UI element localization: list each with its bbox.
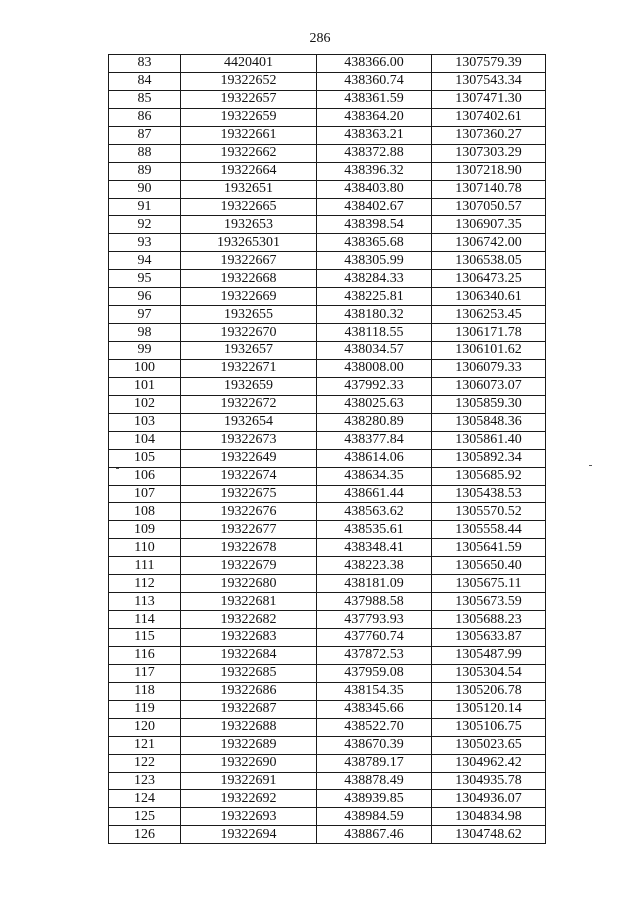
point-id-cell: 19322687 [181, 700, 317, 718]
x-coordinate-cell: 437959.08 [317, 664, 432, 682]
point-id-cell: 1932659 [181, 377, 317, 395]
y-coordinate-cell: 1307543.34 [432, 72, 546, 90]
table-row [109, 342, 546, 360]
table-row [109, 198, 546, 216]
point-number-cell: 114 [109, 611, 181, 629]
point-number-cell: 124 [109, 790, 181, 808]
point-id-cell: 19322678 [181, 539, 317, 557]
x-coordinate-cell: 437872.53 [317, 646, 432, 664]
point-number-cell: 83 [109, 55, 181, 73]
y-coordinate-cell: 1305641.59 [432, 539, 546, 557]
point-id-cell: 193265301 [181, 234, 317, 252]
x-coordinate-cell: 438180.32 [317, 306, 432, 324]
y-coordinate-cell: 1306101.62 [432, 342, 546, 360]
point-id-cell: 19322679 [181, 557, 317, 575]
point-number-cell: 85 [109, 90, 181, 108]
y-coordinate-cell: 1305487.99 [432, 646, 546, 664]
point-id-cell: 4420401 [181, 55, 317, 73]
table-row [109, 736, 546, 754]
point-id-cell: 19322689 [181, 736, 317, 754]
y-coordinate-cell: 1304834.98 [432, 808, 546, 826]
point-number-cell: 117 [109, 664, 181, 682]
x-coordinate-cell: 438181.09 [317, 575, 432, 593]
y-coordinate-cell: 1306473.25 [432, 270, 546, 288]
table-row [109, 826, 546, 844]
y-coordinate-cell: 1306073.07 [432, 377, 546, 395]
point-number-cell: 105 [109, 449, 181, 467]
x-coordinate-cell: 438225.81 [317, 288, 432, 306]
table-row [109, 485, 546, 503]
table-row [109, 252, 546, 270]
point-id-cell: 19322690 [181, 754, 317, 772]
point-number-cell: 121 [109, 736, 181, 754]
x-coordinate-cell: 438284.33 [317, 270, 432, 288]
x-coordinate-cell: 438034.57 [317, 342, 432, 360]
y-coordinate-cell: 1306538.05 [432, 252, 546, 270]
scan-speck-right [589, 465, 592, 466]
point-number-cell: 87 [109, 126, 181, 144]
x-coordinate-cell: 438939.85 [317, 790, 432, 808]
x-coordinate-cell: 438364.20 [317, 108, 432, 126]
point-number-cell: 84 [109, 72, 181, 90]
point-number-cell: 95 [109, 270, 181, 288]
point-number-cell: 106 [109, 467, 181, 485]
y-coordinate-cell: 1304935.78 [432, 772, 546, 790]
y-coordinate-cell: 1307579.39 [432, 55, 546, 73]
table-row [109, 144, 546, 162]
point-id-cell: 19322667 [181, 252, 317, 270]
point-number-cell: 116 [109, 646, 181, 664]
point-number-cell: 122 [109, 754, 181, 772]
point-id-cell: 19322657 [181, 90, 317, 108]
y-coordinate-cell: 1305861.40 [432, 431, 546, 449]
table-row [109, 629, 546, 647]
point-id-cell: 19322680 [181, 575, 317, 593]
y-coordinate-cell: 1306742.00 [432, 234, 546, 252]
x-coordinate-cell: 437988.58 [317, 593, 432, 611]
point-number-cell: 99 [109, 342, 181, 360]
point-id-cell: 19322694 [181, 826, 317, 844]
point-id-cell: 19322686 [181, 682, 317, 700]
y-coordinate-cell: 1307050.57 [432, 198, 546, 216]
point-id-cell: 19322659 [181, 108, 317, 126]
point-id-cell: 19322665 [181, 198, 317, 216]
point-number-cell: 86 [109, 108, 181, 126]
x-coordinate-cell: 438280.89 [317, 413, 432, 431]
x-coordinate-cell: 438867.46 [317, 826, 432, 844]
y-coordinate-cell: 1305859.30 [432, 395, 546, 413]
point-id-cell: 19322664 [181, 162, 317, 180]
point-number-cell: 120 [109, 718, 181, 736]
table-row [109, 664, 546, 682]
point-id-cell: 19322692 [181, 790, 317, 808]
point-id-cell: 19322669 [181, 288, 317, 306]
point-id-cell: 19322652 [181, 72, 317, 90]
table-row [109, 377, 546, 395]
x-coordinate-cell: 438614.06 [317, 449, 432, 467]
x-coordinate-cell: 438396.32 [317, 162, 432, 180]
table-row [109, 90, 546, 108]
point-id-cell: 19322693 [181, 808, 317, 826]
point-number-cell: 119 [109, 700, 181, 718]
point-number-cell: 111 [109, 557, 181, 575]
point-id-cell: 19322676 [181, 503, 317, 521]
table-row [109, 539, 546, 557]
table-row [109, 808, 546, 826]
y-coordinate-cell: 1305570.52 [432, 503, 546, 521]
table-row [109, 55, 546, 73]
x-coordinate-cell: 438223.38 [317, 557, 432, 575]
point-id-cell: 19322675 [181, 485, 317, 503]
table-row [109, 682, 546, 700]
point-id-cell: 19322677 [181, 521, 317, 539]
point-number-cell: 126 [109, 826, 181, 844]
y-coordinate-cell: 1305675.11 [432, 575, 546, 593]
scan-speck-left [116, 468, 119, 469]
y-coordinate-cell: 1305558.44 [432, 521, 546, 539]
point-number-cell: 100 [109, 359, 181, 377]
y-coordinate-cell: 1307471.30 [432, 90, 546, 108]
table-row [109, 790, 546, 808]
x-coordinate-cell: 438366.00 [317, 55, 432, 73]
y-coordinate-cell: 1307140.78 [432, 180, 546, 198]
x-coordinate-cell: 438403.80 [317, 180, 432, 198]
y-coordinate-cell: 1305206.78 [432, 682, 546, 700]
table-row [109, 359, 546, 377]
point-number-cell: 104 [109, 431, 181, 449]
y-coordinate-cell: 1305633.87 [432, 629, 546, 647]
y-coordinate-cell: 1305106.75 [432, 718, 546, 736]
x-coordinate-cell: 438372.88 [317, 144, 432, 162]
table-row [109, 162, 546, 180]
y-coordinate-cell: 1305304.54 [432, 664, 546, 682]
y-coordinate-cell: 1304748.62 [432, 826, 546, 844]
point-number-cell: 115 [109, 629, 181, 647]
table-row [109, 700, 546, 718]
x-coordinate-cell: 438789.17 [317, 754, 432, 772]
point-number-cell: 96 [109, 288, 181, 306]
y-coordinate-cell: 1306079.33 [432, 359, 546, 377]
x-coordinate-cell: 438634.35 [317, 467, 432, 485]
point-number-cell: 107 [109, 485, 181, 503]
table-row [109, 72, 546, 90]
table-row [109, 557, 546, 575]
point-id-cell: 1932651 [181, 180, 317, 198]
x-coordinate-cell: 438363.21 [317, 126, 432, 144]
table-row [109, 234, 546, 252]
x-coordinate-cell: 438118.55 [317, 324, 432, 342]
table-row [109, 521, 546, 539]
point-number-cell: 108 [109, 503, 181, 521]
point-id-cell: 19322688 [181, 718, 317, 736]
point-id-cell: 19322691 [181, 772, 317, 790]
y-coordinate-cell: 1307402.61 [432, 108, 546, 126]
point-id-cell: 19322684 [181, 646, 317, 664]
y-coordinate-cell: 1307303.29 [432, 144, 546, 162]
point-number-cell: 92 [109, 216, 181, 234]
point-id-cell: 19322668 [181, 270, 317, 288]
point-id-cell: 19322673 [181, 431, 317, 449]
point-id-cell: 19322671 [181, 359, 317, 377]
table-row [109, 216, 546, 234]
point-number-cell: 113 [109, 593, 181, 611]
y-coordinate-cell: 1304962.42 [432, 754, 546, 772]
x-coordinate-cell: 437760.74 [317, 629, 432, 647]
table-row [109, 108, 546, 126]
x-coordinate-cell: 438661.44 [317, 485, 432, 503]
x-coordinate-cell: 438563.62 [317, 503, 432, 521]
point-number-cell: 102 [109, 395, 181, 413]
y-coordinate-cell: 1304936.07 [432, 790, 546, 808]
page-number: 286 [309, 31, 331, 46]
y-coordinate-cell: 1307360.27 [432, 126, 546, 144]
point-id-cell: 19322672 [181, 395, 317, 413]
point-id-cell: 19322682 [181, 611, 317, 629]
x-coordinate-cell: 438365.68 [317, 234, 432, 252]
point-number-cell: 98 [109, 324, 181, 342]
y-coordinate-cell: 1305688.23 [432, 611, 546, 629]
x-coordinate-cell: 438345.66 [317, 700, 432, 718]
table-row [109, 718, 546, 736]
x-coordinate-cell: 438360.74 [317, 72, 432, 90]
y-coordinate-cell: 1305848.36 [432, 413, 546, 431]
y-coordinate-cell: 1305120.14 [432, 700, 546, 718]
point-number-cell: 89 [109, 162, 181, 180]
point-number-cell: 88 [109, 144, 181, 162]
y-coordinate-cell: 1305438.53 [432, 485, 546, 503]
point-id-cell: 19322674 [181, 467, 317, 485]
x-coordinate-cell: 438984.59 [317, 808, 432, 826]
x-coordinate-cell: 437992.33 [317, 377, 432, 395]
point-number-cell: 125 [109, 808, 181, 826]
x-coordinate-cell: 438025.63 [317, 395, 432, 413]
coordinates-table-body [109, 55, 546, 844]
point-number-cell: 118 [109, 682, 181, 700]
table-row [109, 611, 546, 629]
y-coordinate-cell: 1305673.59 [432, 593, 546, 611]
point-id-cell: 1932653 [181, 216, 317, 234]
y-coordinate-cell: 1306907.35 [432, 216, 546, 234]
y-coordinate-cell: 1305685.92 [432, 467, 546, 485]
x-coordinate-cell: 438398.54 [317, 216, 432, 234]
point-number-cell: 93 [109, 234, 181, 252]
point-id-cell: 19322681 [181, 593, 317, 611]
point-number-cell: 110 [109, 539, 181, 557]
table-row [109, 431, 546, 449]
point-number-cell: 109 [109, 521, 181, 539]
table-row [109, 593, 546, 611]
table-row [109, 324, 546, 342]
x-coordinate-cell: 438154.35 [317, 682, 432, 700]
point-number-cell: 123 [109, 772, 181, 790]
x-coordinate-cell: 438377.84 [317, 431, 432, 449]
point-number-cell: 94 [109, 252, 181, 270]
y-coordinate-cell: 1305650.40 [432, 557, 546, 575]
y-coordinate-cell: 1307218.90 [432, 162, 546, 180]
table-row [109, 180, 546, 198]
table-row [109, 288, 546, 306]
table-row [109, 467, 546, 485]
y-coordinate-cell: 1305023.65 [432, 736, 546, 754]
y-coordinate-cell: 1306171.78 [432, 324, 546, 342]
x-coordinate-cell: 438670.39 [317, 736, 432, 754]
point-id-cell: 19322649 [181, 449, 317, 467]
y-coordinate-cell: 1305892.34 [432, 449, 546, 467]
x-coordinate-cell: 437793.93 [317, 611, 432, 629]
x-coordinate-cell: 438361.59 [317, 90, 432, 108]
x-coordinate-cell: 438878.49 [317, 772, 432, 790]
point-id-cell: 19322670 [181, 324, 317, 342]
point-number-cell: 90 [109, 180, 181, 198]
x-coordinate-cell: 438008.00 [317, 359, 432, 377]
x-coordinate-cell: 438535.61 [317, 521, 432, 539]
y-coordinate-cell: 1306253.45 [432, 306, 546, 324]
table-row [109, 575, 546, 593]
point-number-cell: 101 [109, 377, 181, 395]
x-coordinate-cell: 438402.67 [317, 198, 432, 216]
table-row [109, 413, 546, 431]
point-number-cell: 112 [109, 575, 181, 593]
table-row [109, 270, 546, 288]
point-id-cell: 1932657 [181, 342, 317, 360]
x-coordinate-cell: 438522.70 [317, 718, 432, 736]
x-coordinate-cell: 438348.41 [317, 539, 432, 557]
coordinates-table [108, 54, 546, 844]
point-id-cell: 1932655 [181, 306, 317, 324]
point-number-cell: 103 [109, 413, 181, 431]
point-number-cell: 91 [109, 198, 181, 216]
table-row [109, 449, 546, 467]
y-coordinate-cell: 1306340.61 [432, 288, 546, 306]
table-row [109, 772, 546, 790]
point-number-cell: 97 [109, 306, 181, 324]
table-row [109, 646, 546, 664]
x-coordinate-cell: 438305.99 [317, 252, 432, 270]
point-id-cell: 19322683 [181, 629, 317, 647]
point-id-cell: 19322661 [181, 126, 317, 144]
table-row [109, 126, 546, 144]
point-id-cell: 19322685 [181, 664, 317, 682]
point-id-cell: 1932654 [181, 413, 317, 431]
table-row [109, 503, 546, 521]
table-row [109, 306, 546, 324]
table-row [109, 754, 546, 772]
point-id-cell: 19322662 [181, 144, 317, 162]
table-row [109, 395, 546, 413]
